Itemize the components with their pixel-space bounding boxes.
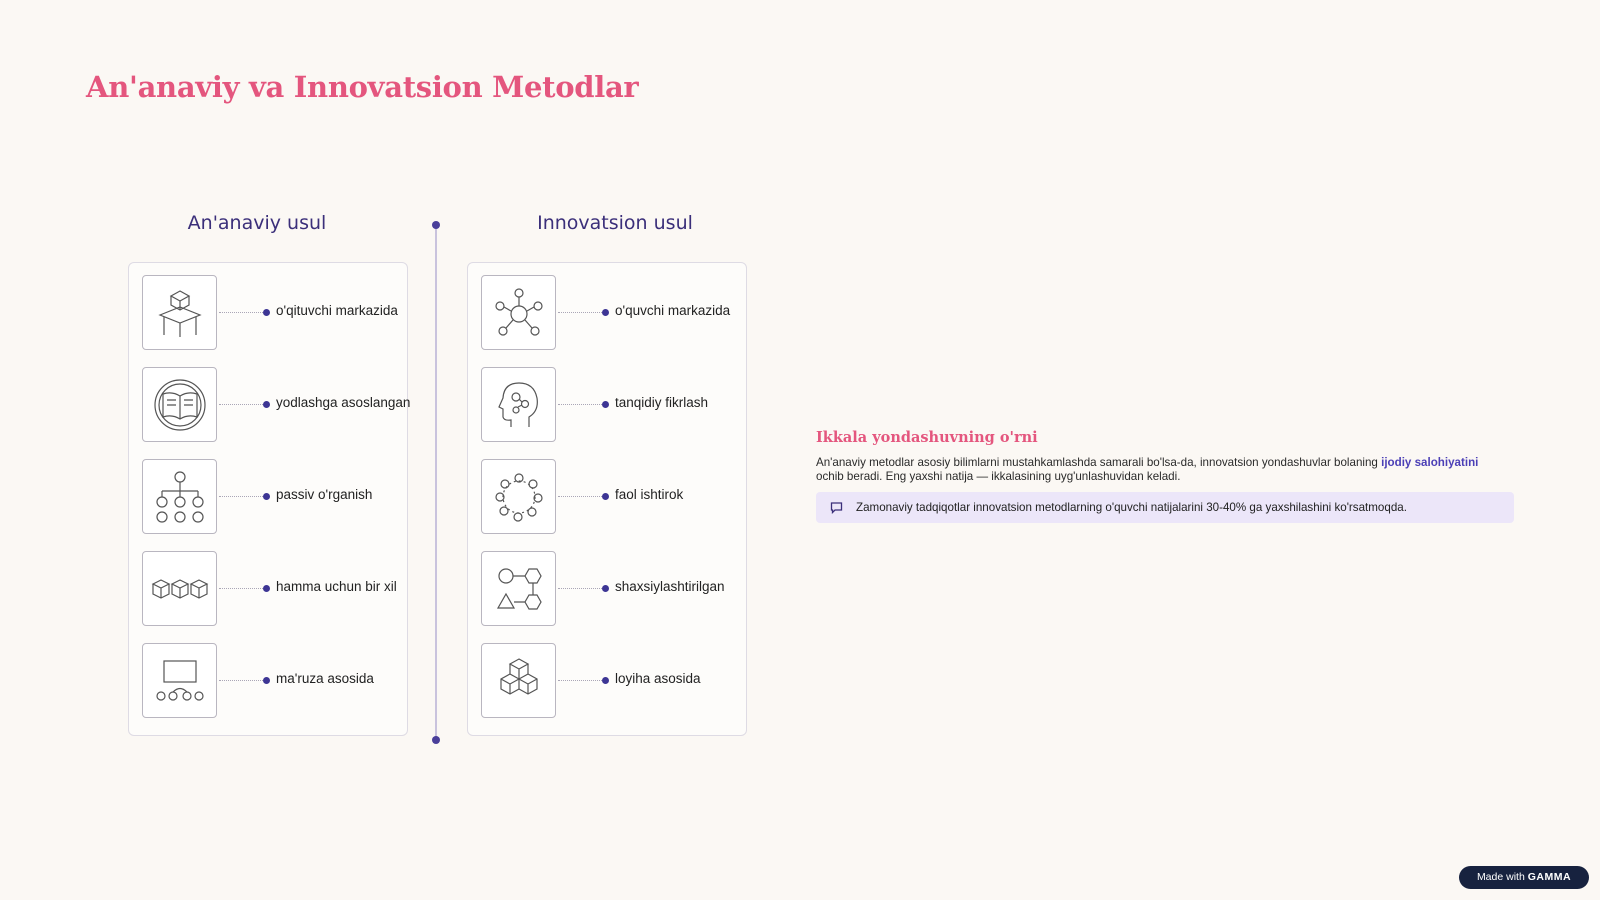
innovative-item-label: faol ishtirok <box>615 487 684 502</box>
traditional-item <box>142 643 404 718</box>
bullet-dot <box>263 401 270 408</box>
made-with-gamma-badge[interactable] <box>1459 866 1589 889</box>
bullet-dot <box>263 677 270 684</box>
connector-line <box>219 588 263 589</box>
bullet-dot <box>602 309 609 316</box>
divider-bottom-dot <box>432 736 440 744</box>
innovative-item <box>481 643 743 718</box>
connector-line <box>219 680 263 681</box>
connector-line <box>558 312 602 313</box>
traditional-item-label: yodlashga asoslangan <box>276 395 411 410</box>
innovative-item <box>481 367 743 442</box>
book-icon <box>142 367 217 442</box>
innovative-column-heading: Innovatsion usul <box>537 212 693 234</box>
center-divider <box>435 225 437 739</box>
traditional-item <box>142 275 404 350</box>
summary-text-after: ochib beradi. Eng yaxshi natija — ikkalasining uyg'unlashuvidan keladi. <box>816 470 1181 483</box>
summary-text-before: An'anaviy metodlar asosiy bilimlarni mustahkamlashda samarali bo'lsa-da, innovatsion yondashuvlar bolaning <box>816 456 1382 469</box>
bullet-dot <box>602 493 609 500</box>
innovative-item <box>481 459 743 534</box>
bullet-dot <box>263 585 270 592</box>
traditional-item-label: passiv o'rganish <box>276 487 373 502</box>
badge-brand: GAMMA <box>1527 871 1572 883</box>
innovative-item-label: tanqidiy fikrlash <box>615 395 709 410</box>
traditional-item <box>142 459 404 534</box>
traditional-item <box>142 367 411 442</box>
innovative-panel <box>467 262 747 736</box>
traditional-item-label: hamma uchun bir xil <box>276 579 397 594</box>
hierarchy-icon <box>142 459 217 534</box>
stacked-cubes-icon <box>481 643 556 718</box>
summary-paragraph <box>816 456 1496 484</box>
innovative-item <box>481 551 743 626</box>
connector-line <box>558 496 602 497</box>
innovative-item <box>481 275 743 350</box>
summary-heading: Ikkala yondashuvning o'rni <box>816 429 1038 446</box>
traditional-item-label: o'qituvchi markazida <box>276 303 398 318</box>
connector-line <box>558 680 602 681</box>
circle-group-icon <box>481 459 556 534</box>
teacher-desk-icon <box>142 275 217 350</box>
connector-line <box>219 312 263 313</box>
connector-line <box>219 404 263 405</box>
connector-line <box>558 588 602 589</box>
bullet-dot <box>602 585 609 592</box>
bullet-dot <box>263 493 270 500</box>
connector-line <box>219 496 263 497</box>
summary-highlight: ijodiy salohiyatini <box>1381 456 1479 469</box>
innovative-item-label: shaxsiylashtirilgan <box>615 579 725 594</box>
callout-text: Zamonaviy tadqiqotlar innovatsion metodlarning o'quvchi natijalarini 30-40% ga yaxshilashini ko'rsatmoqda. <box>856 501 1407 514</box>
innovative-item-label: loyiha asosida <box>615 671 701 686</box>
traditional-panel <box>128 262 411 736</box>
connector-line <box>558 404 602 405</box>
bullet-dot <box>602 401 609 408</box>
head-thinking-icon <box>481 367 556 442</box>
traditional-item-label: ma'ruza asosida <box>276 671 374 686</box>
bullet-dot <box>263 309 270 316</box>
identical-cubes-icon <box>142 551 217 626</box>
divider-top-dot <box>432 221 440 229</box>
network-hub-icon <box>481 275 556 350</box>
lecture-board-icon <box>142 643 217 718</box>
bullet-dot <box>602 677 609 684</box>
traditional-column-heading: An'anaviy usul <box>187 212 327 234</box>
traditional-item <box>142 551 404 626</box>
chat-bubble-icon <box>830 501 843 519</box>
research-callout <box>816 492 1514 523</box>
mixed-shapes-icon <box>481 551 556 626</box>
badge-prefix: Made with <box>1476 871 1525 883</box>
innovative-item-label: o'quvchi markazida <box>615 303 731 318</box>
page-title: An'anaviy va Innovatsion Metodlar <box>86 70 639 104</box>
